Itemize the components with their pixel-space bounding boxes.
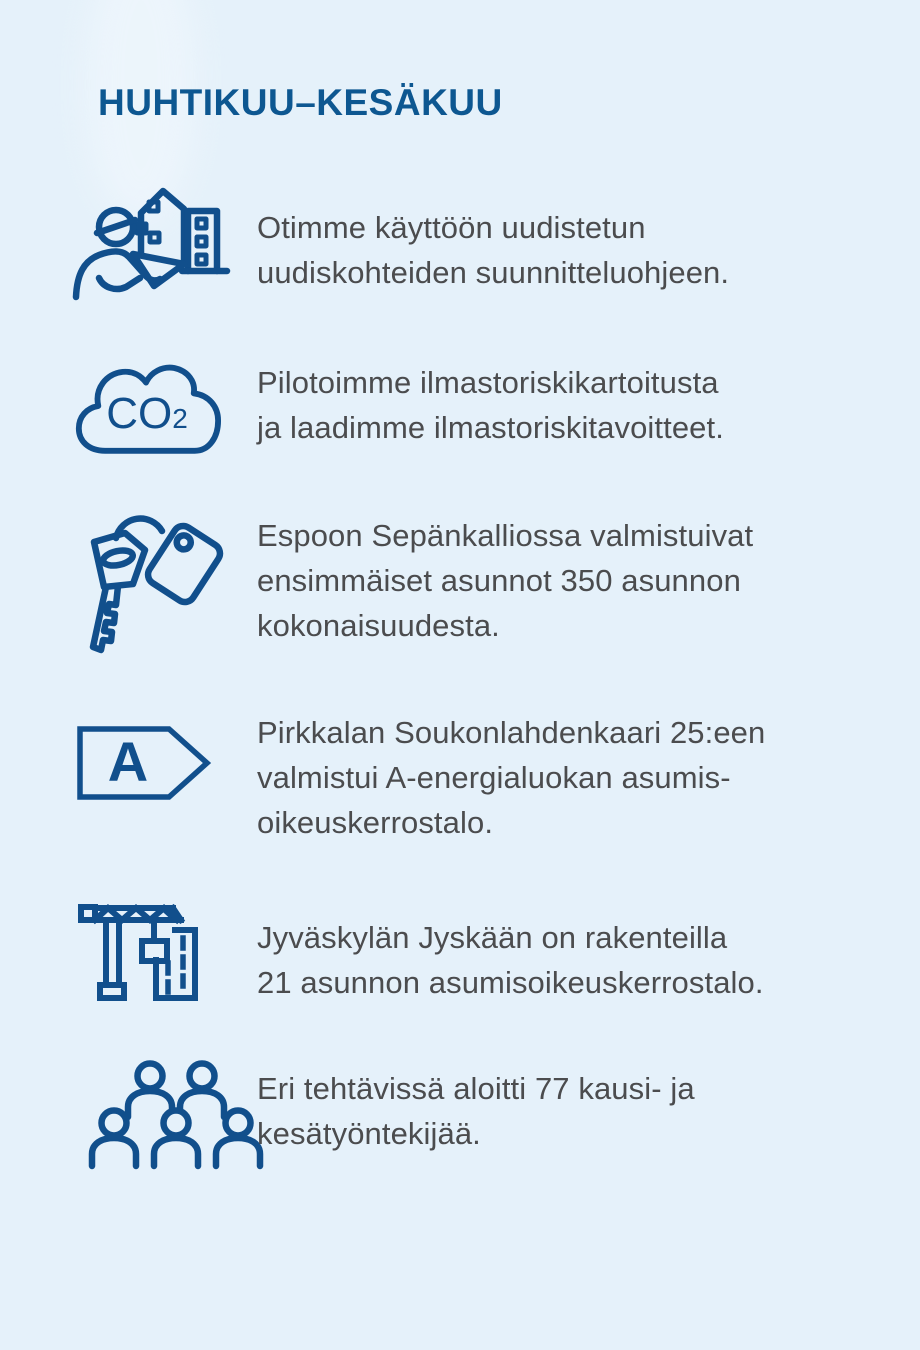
- timeline-item-text: [257, 360, 724, 450]
- co2-label: CO2: [106, 389, 188, 438]
- energy-class-a-icon: [77, 726, 213, 800]
- text-line: oikeuskerrostalo.: [257, 805, 494, 840]
- keys-icon: [66, 498, 226, 666]
- text-line: kesätyöntekijää.: [257, 1116, 481, 1151]
- timeline-item-text: [257, 513, 753, 648]
- timeline-item-text: [257, 1066, 695, 1156]
- text-line: Espoon Sepänkalliossa valmistuivat: [257, 518, 754, 553]
- construction-crane-icon: [80, 905, 200, 1001]
- text-line: Jyväskylän Jyskään on rakenteilla: [257, 920, 728, 955]
- text-line: 21 asunnon asumisoikeuskerrostalo.: [257, 965, 764, 1000]
- people-group-icon: [87, 1060, 265, 1168]
- co2-cloud-icon: [72, 352, 222, 458]
- text-line: ensimmäiset asunnot 350 asunnon: [257, 563, 741, 598]
- text-line: Pirkkalan Soukonlahdenkaari 25:een: [257, 715, 766, 750]
- text-line: Eri tehtävissä aloitti 77 kausi- ja: [257, 1071, 695, 1106]
- text-line: uudiskohteiden suunnitteluohjeen.: [257, 255, 730, 290]
- text-line: Otimme käyttöön uudistetun: [257, 210, 646, 245]
- text-line: Pilotoimme ilmastoriskikartoitusta: [257, 365, 719, 400]
- timeline-item-text: [257, 205, 729, 295]
- energy-class-letter: A: [107, 730, 149, 793]
- timeline-item-text: [257, 710, 765, 845]
- timeline-item-text: [257, 915, 764, 1005]
- text-line: kokonaisuudesta.: [257, 608, 500, 643]
- text-line: ja laadimme ilmastoriskitavoitteet.: [257, 410, 724, 445]
- text-line: valmistui A-energialuokan asumis-: [257, 760, 731, 795]
- construction-worker-buildings-icon: [70, 175, 230, 305]
- co2-subscript: 2: [172, 403, 188, 434]
- page-title: HUHTIKUU–KESÄKUU: [98, 82, 503, 123]
